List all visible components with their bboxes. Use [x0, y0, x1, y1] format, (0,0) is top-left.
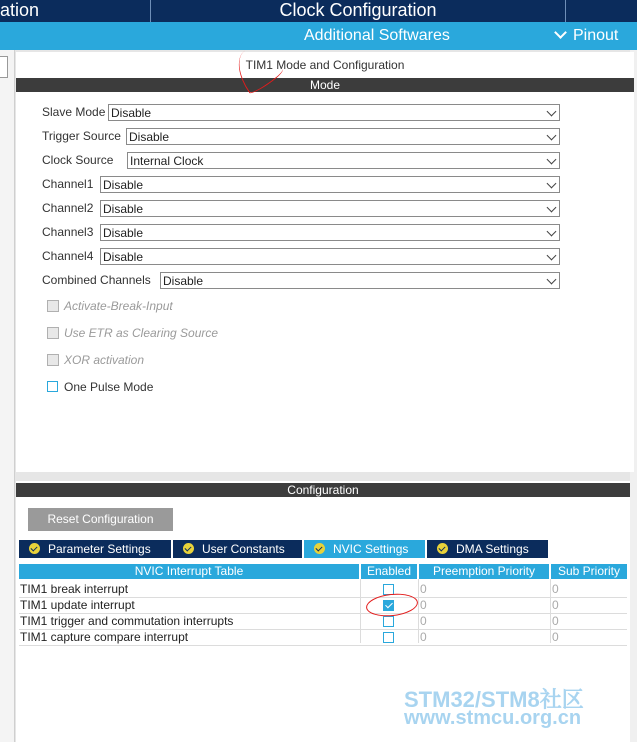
channel1-label: Channel1	[42, 177, 94, 191]
sub-priority-value[interactable]: 0	[552, 614, 559, 628]
channel1-value: Disable	[103, 178, 144, 192]
combined-channels-row	[42, 272, 562, 290]
column-header-sub-priority[interactable]: Sub Priority	[551, 564, 627, 579]
watermark-line1: STM32/STM8社区	[404, 687, 584, 712]
tab-user-constants[interactable]	[173, 540, 302, 558]
panel-title: TIM1 Mode and Configuration	[245, 58, 405, 72]
table-row[interactable]	[19, 597, 627, 614]
chevron-down-icon	[547, 131, 557, 141]
check-circle-icon	[437, 543, 448, 554]
chevron-down-icon	[547, 203, 557, 213]
use-etr-label: Use ETR as Clearing Source	[64, 326, 219, 340]
tab-dma-settings-label: DMA Settings	[456, 542, 529, 556]
checkbox-box[interactable]	[47, 354, 59, 366]
interrupt-name: TIM1 break interrupt	[20, 582, 129, 596]
preemption-priority-value[interactable]: 0	[420, 614, 427, 628]
column-header-enabled[interactable]: Enabled	[361, 564, 417, 579]
tab-parameter-settings-label: Parameter Settings	[48, 542, 151, 556]
combined-channels-select[interactable]	[160, 272, 560, 289]
tab-dma-settings[interactable]	[427, 540, 548, 558]
column-divider	[550, 579, 551, 643]
chevron-down-icon	[547, 275, 557, 285]
xor-activation-label: XOR activation	[64, 353, 145, 367]
column-header-preemption[interactable]: Preemption Priority	[419, 564, 549, 579]
channel3-select[interactable]	[100, 224, 560, 241]
mode-section-header: Mode	[16, 78, 634, 92]
interrupt-name: TIM1 capture compare interrupt	[20, 630, 189, 644]
mode-and-configuration-panel	[16, 52, 634, 472]
channel3-row	[42, 224, 562, 242]
interrupt-name: TIM1 update interrupt	[20, 598, 135, 612]
channel3-value: Disable	[103, 226, 144, 240]
slave-mode-label: Slave Mode	[42, 105, 106, 119]
slave-mode-select[interactable]	[108, 104, 560, 121]
clock-source-row	[42, 152, 562, 170]
tab-clock-configuration[interactable]	[150, 0, 566, 22]
column-header-interrupt[interactable]: NVIC Interrupt Table	[19, 564, 359, 579]
trigger-source-value: Disable	[129, 130, 170, 144]
tab-nvic-settings-label: NVIC Settings	[333, 542, 409, 556]
preemption-priority-value[interactable]: 0	[420, 630, 427, 644]
additional-softwares-menu[interactable]: Additional Softwares	[304, 27, 450, 44]
tab-user-constants-label: User Constants	[202, 542, 285, 556]
combined-channels-value: Disable	[163, 274, 204, 288]
channel2-label: Channel2	[42, 201, 94, 215]
interrupt-name: TIM1 trigger and commutation interrupts	[20, 614, 234, 628]
combined-channels-label: Combined Channels	[42, 273, 151, 287]
tab-clock-configuration-label: Clock Configuration	[279, 0, 437, 20]
tab-pinout-configuration[interactable]	[0, 0, 148, 22]
left-panel-edge	[0, 50, 15, 742]
activate-break-input-label: Activate-Break-Input	[64, 299, 173, 313]
channel4-row	[42, 248, 562, 266]
table-row[interactable]	[19, 581, 627, 598]
chevron-down-icon	[547, 251, 557, 261]
tab-pinout-configuration-label: ation	[0, 0, 40, 20]
one-pulse-mode-label: One Pulse Mode	[64, 380, 154, 394]
table-row[interactable]	[19, 613, 627, 630]
trigger-source-row	[42, 128, 562, 146]
preemption-priority-value[interactable]: 0	[420, 582, 427, 596]
sub-priority-value[interactable]: 0	[552, 582, 559, 596]
channel1-select[interactable]	[100, 176, 560, 193]
trigger-source-select[interactable]	[126, 128, 560, 145]
channel4-select[interactable]	[100, 248, 560, 265]
check-circle-icon	[314, 543, 325, 554]
enabled-checkbox[interactable]	[383, 616, 394, 627]
column-divider	[360, 579, 361, 643]
trigger-source-label: Trigger Source	[42, 129, 121, 143]
column-divider	[418, 579, 419, 643]
enabled-checkbox[interactable]	[383, 632, 394, 643]
chevron-down-icon	[547, 227, 557, 237]
pinout-menu[interactable]	[554, 27, 618, 45]
chevron-down-icon	[547, 179, 557, 189]
preemption-priority-value[interactable]: 0	[420, 598, 427, 612]
table-row[interactable]	[19, 629, 627, 646]
tab-parameter-settings[interactable]	[19, 540, 171, 558]
chevron-down-icon	[547, 107, 557, 117]
checkbox-box[interactable]	[47, 300, 59, 312]
sub-menu-bar	[0, 22, 637, 50]
pinout-menu-label: Pinout	[573, 27, 619, 44]
sub-priority-value[interactable]: 0	[552, 630, 559, 644]
configuration-section-header: Configuration	[16, 483, 630, 497]
slave-mode-row	[42, 104, 562, 122]
checkbox-box[interactable]	[47, 381, 58, 392]
channel4-label: Channel4	[42, 249, 94, 263]
clock-source-label: Clock Source	[42, 153, 114, 167]
sub-priority-value[interactable]: 0	[552, 598, 559, 612]
check-circle-icon	[29, 543, 40, 554]
tab-nvic-settings[interactable]	[304, 540, 425, 558]
clock-source-value: Internal Clock	[130, 154, 204, 168]
reset-configuration-button[interactable]: Reset Configuration	[28, 508, 173, 531]
chevron-down-icon	[554, 26, 567, 39]
left-search-box[interactable]	[0, 56, 8, 78]
checkbox-box[interactable]	[47, 327, 59, 339]
channel4-value: Disable	[103, 250, 144, 264]
slave-mode-value: Disable	[111, 106, 152, 120]
chevron-down-icon	[547, 155, 557, 165]
top-tab-bar	[0, 0, 637, 22]
channel1-row	[42, 176, 562, 194]
channel2-select[interactable]	[100, 200, 560, 217]
channel2-value: Disable	[103, 202, 144, 216]
channel3-label: Channel3	[42, 225, 94, 239]
clock-source-select[interactable]	[127, 152, 560, 169]
check-circle-icon	[183, 543, 194, 554]
channel2-row	[42, 200, 562, 218]
watermark-line2: www.stmcu.org.cn	[404, 707, 582, 729]
